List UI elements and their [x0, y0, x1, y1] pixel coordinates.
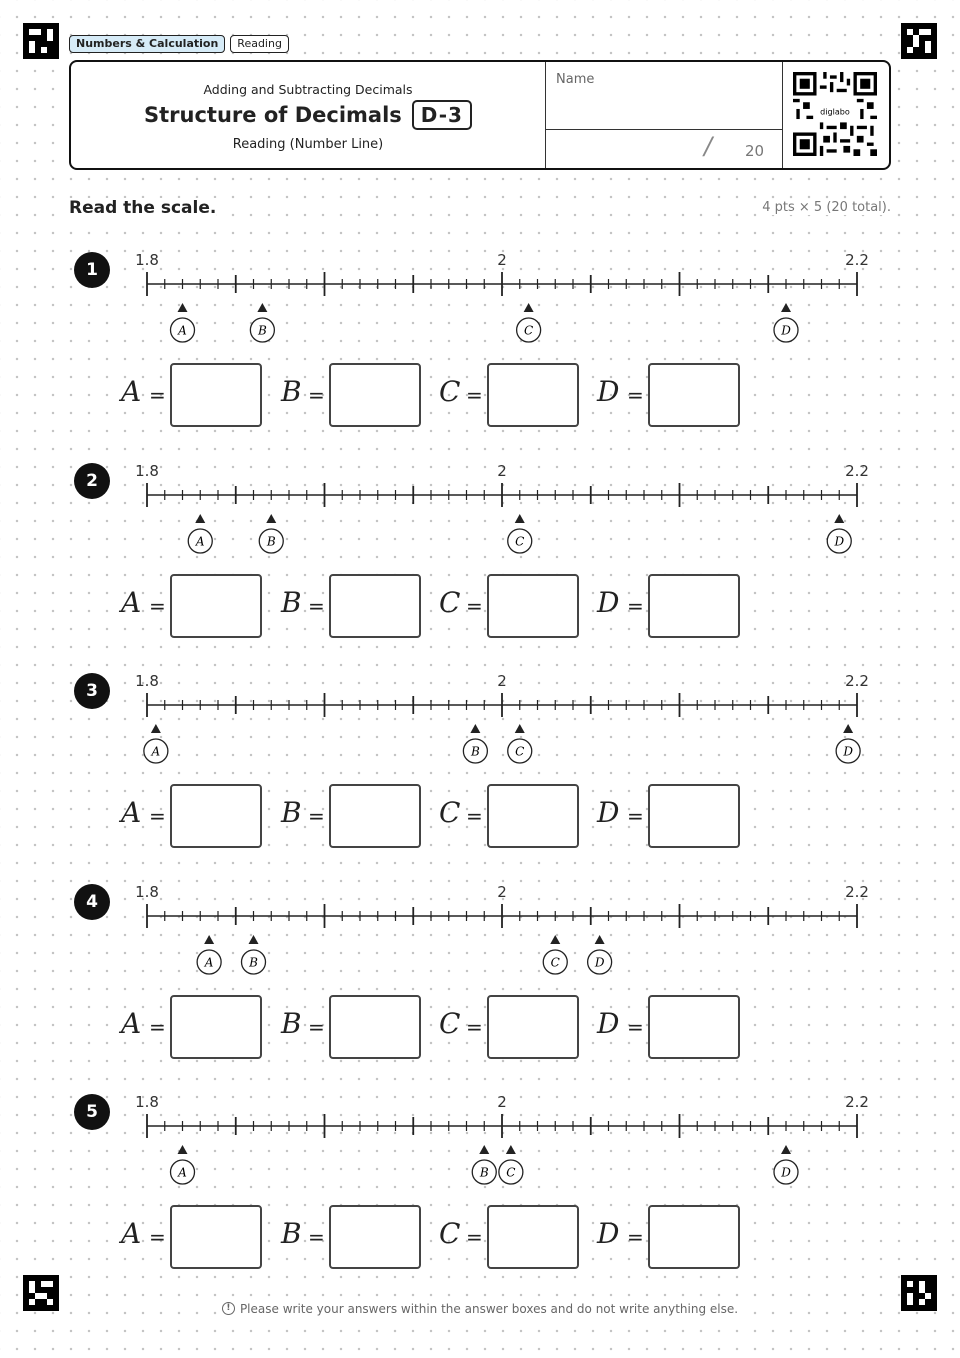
- pointer-triangle: [524, 303, 534, 312]
- answer-row: [0, 1205, 960, 1285]
- answer-label-b: B: [281, 375, 302, 408]
- marker-b: [242, 935, 266, 974]
- tick-label: 2.2: [845, 461, 869, 480]
- answer-box-d[interactable]: [648, 574, 740, 638]
- corner-marker-top-right: [901, 23, 937, 59]
- marker-c: [517, 303, 541, 342]
- marker-a: [197, 935, 221, 974]
- number-line: [0, 461, 960, 581]
- equals-sign: =: [466, 593, 483, 618]
- marker-label: C: [515, 744, 525, 759]
- marker-label: C: [506, 1165, 516, 1180]
- answer-box-b[interactable]: [329, 363, 421, 427]
- pointer-triangle: [506, 1145, 516, 1154]
- answer-row: [0, 363, 960, 443]
- info-icon: !: [222, 1302, 235, 1315]
- corner-marker-top-left: [23, 23, 59, 59]
- marker-b: [250, 303, 274, 342]
- equals-sign: =: [149, 1225, 166, 1249]
- answer-label-a: A: [121, 585, 142, 619]
- marker-c: [508, 514, 532, 553]
- answer-label-a: A: [121, 1217, 142, 1250]
- pointer-triangle: [195, 514, 205, 523]
- tick-label: 2.2: [845, 672, 869, 690]
- marker-label: A: [178, 1165, 187, 1180]
- tag-numbers-calculation: Numbers & Calculation: [69, 35, 225, 53]
- equals-sign: =: [627, 593, 644, 618]
- pointer-triangle: [257, 303, 267, 312]
- tick-label: 2.2: [845, 251, 869, 269]
- problem-number: 1: [74, 252, 110, 288]
- marker-label: A: [204, 955, 214, 969]
- equals-sign: =: [149, 383, 166, 407]
- pointer-triangle: [843, 724, 853, 733]
- tick-label: 2: [497, 461, 507, 480]
- answer-label-c: C: [439, 796, 461, 829]
- pointer-triangle: [178, 303, 188, 312]
- pointer-triangle: [470, 724, 480, 733]
- answer-label-c: C: [439, 1006, 461, 1040]
- equals-sign: =: [466, 1225, 483, 1249]
- marker-label: B: [479, 1165, 489, 1180]
- answer-label-d: D: [597, 375, 620, 408]
- answer-row: [0, 995, 960, 1075]
- problem-1: [0, 250, 960, 450]
- answer-label-c: C: [439, 1217, 461, 1250]
- marker-label: A: [151, 744, 161, 759]
- problem-4: [0, 882, 960, 1082]
- equals-sign: =: [149, 804, 166, 828]
- qr-code: [793, 72, 877, 156]
- answer-box-b[interactable]: [329, 574, 421, 638]
- marker-label: D: [843, 744, 853, 759]
- equals-sign: =: [149, 1014, 166, 1039]
- marker-c: [499, 1145, 523, 1184]
- tick-label: 2: [497, 672, 507, 690]
- tick-label: 2: [497, 1093, 507, 1111]
- answer-box-c[interactable]: [487, 995, 579, 1059]
- answer-box-a[interactable]: [170, 1205, 262, 1269]
- marker-label: B: [249, 955, 258, 969]
- equals-sign: =: [149, 593, 166, 618]
- tick-label: 1.8: [135, 882, 159, 901]
- marker-label: D: [781, 1165, 791, 1180]
- problem-number: 3: [74, 673, 110, 709]
- worksheet-code: D-3: [412, 100, 472, 130]
- equals-sign: =: [627, 383, 644, 407]
- answer-label-b: B: [281, 585, 302, 619]
- tick-label: 2: [497, 251, 507, 269]
- equals-sign: =: [466, 1014, 483, 1039]
- marker-b: [463, 724, 487, 763]
- number-line: [0, 882, 960, 1002]
- equals-sign: =: [627, 1225, 644, 1249]
- equals-sign: =: [308, 1014, 325, 1039]
- worksheet-header: [69, 60, 891, 170]
- answer-label-b: B: [281, 796, 302, 829]
- answer-label-b: B: [281, 1217, 302, 1250]
- equals-sign: =: [627, 804, 644, 828]
- number-line: [0, 1092, 960, 1212]
- answer-label-d: D: [597, 1217, 620, 1250]
- answer-box-d[interactable]: [648, 1205, 740, 1269]
- answer-box-b[interactable]: [329, 784, 421, 848]
- marker-a: [171, 303, 195, 342]
- answer-box-d[interactable]: [648, 784, 740, 848]
- marker-label: B: [257, 323, 267, 338]
- equals-sign: =: [308, 593, 325, 618]
- marker-label: C: [550, 955, 560, 969]
- marker-d: [774, 303, 798, 342]
- tick-label: 2: [497, 882, 507, 901]
- points-info: 4 pts × 5 (20 total).: [762, 200, 891, 215]
- answer-box-d[interactable]: [648, 363, 740, 427]
- pointer-triangle: [781, 303, 791, 312]
- answer-label-a: A: [121, 796, 142, 829]
- marker-c: [508, 724, 532, 763]
- equals-sign: =: [627, 1014, 644, 1039]
- pointer-triangle: [595, 935, 605, 944]
- pointer-triangle: [204, 935, 214, 944]
- answer-box-c[interactable]: [487, 363, 579, 427]
- marker-label: A: [178, 323, 187, 338]
- answer-box-a[interactable]: [170, 363, 262, 427]
- pointer-triangle: [834, 514, 844, 523]
- qr-label: diglabo: [820, 107, 850, 117]
- marker-a: [171, 1145, 195, 1184]
- marker-label: B: [266, 534, 276, 548]
- name-label: Name: [556, 72, 595, 87]
- equals-sign: =: [308, 383, 325, 407]
- worksheet-category: Reading (Number Line): [232, 137, 384, 152]
- answer-label-c: C: [439, 375, 461, 408]
- answer-box-a[interactable]: [170, 574, 262, 638]
- pointer-triangle: [479, 1145, 489, 1154]
- problem-number: 5: [74, 1094, 110, 1130]
- answer-box-c[interactable]: [487, 784, 579, 848]
- marker-label: A: [195, 534, 205, 548]
- marker-label: D: [834, 534, 845, 548]
- answer-box-b[interactable]: [329, 995, 421, 1059]
- pointer-triangle: [515, 514, 525, 523]
- problem-number: 2: [74, 463, 110, 499]
- footer-note: Please write your answers within the answer boxes and do not write anything else.: [239, 1301, 739, 1316]
- score-total: 20: [745, 142, 765, 160]
- answer-box-a[interactable]: [170, 995, 262, 1059]
- number-line: [0, 671, 960, 791]
- equals-sign: =: [466, 383, 483, 407]
- marker-label: C: [515, 534, 525, 548]
- marker-d: [827, 514, 851, 553]
- pointer-triangle: [266, 514, 276, 523]
- tick-label: 2.2: [845, 882, 869, 901]
- answer-label-d: D: [597, 796, 620, 829]
- tick-label: 1.8: [135, 461, 159, 480]
- tick-label: 1.8: [135, 251, 159, 269]
- answer-box-c[interactable]: [487, 1205, 579, 1269]
- equals-sign: =: [466, 804, 483, 828]
- pointer-triangle: [515, 724, 525, 733]
- tag-bar: [69, 35, 289, 53]
- answer-label-d: D: [597, 1006, 620, 1040]
- answer-label-b: B: [281, 1006, 302, 1040]
- pointer-triangle: [249, 935, 259, 944]
- worksheet-subtitle: Adding and Subtracting Decimals: [203, 82, 413, 97]
- number-line: [0, 250, 960, 370]
- marker-d: [774, 1145, 798, 1184]
- marker-label: B: [470, 744, 480, 759]
- name-score-block: [545, 62, 783, 168]
- marker-b: [259, 514, 283, 553]
- answer-row: [0, 784, 960, 864]
- footer: [0, 1299, 960, 1316]
- answer-label-a: A: [121, 375, 142, 408]
- problem-2: [0, 461, 960, 661]
- tick-label: 1.8: [135, 672, 159, 690]
- score-field[interactable]: [546, 129, 782, 169]
- marker-a: [144, 724, 168, 763]
- tick-label: 2.2: [845, 1093, 869, 1111]
- answer-label-a: A: [121, 1006, 142, 1040]
- marker-d: [588, 935, 612, 974]
- answer-box-d[interactable]: [648, 995, 740, 1059]
- problem-3: [0, 671, 960, 871]
- marker-label: D: [594, 955, 605, 969]
- answer-box-c[interactable]: [487, 574, 579, 638]
- answer-box-b[interactable]: [329, 1205, 421, 1269]
- answer-label-c: C: [439, 585, 461, 619]
- answer-box-a[interactable]: [170, 784, 262, 848]
- tag-reading: Reading: [230, 35, 289, 53]
- pointer-triangle: [178, 1145, 188, 1154]
- answer-row: [0, 574, 960, 654]
- equals-sign: =: [308, 1225, 325, 1249]
- equals-sign: =: [308, 804, 325, 828]
- title-block: [71, 62, 545, 168]
- problem-number: 4: [74, 884, 110, 920]
- marker-c: [543, 935, 567, 974]
- worksheet-title: Structure of Decimals: [144, 103, 402, 127]
- instruction: Read the scale.: [69, 198, 217, 218]
- answer-label-d: D: [597, 585, 620, 619]
- pointer-triangle: [550, 935, 560, 944]
- marker-label: D: [781, 323, 791, 338]
- marker-d: [836, 724, 860, 763]
- marker-label: C: [524, 323, 534, 338]
- pointer-triangle: [781, 1145, 791, 1154]
- tick-label: 1.8: [135, 1093, 159, 1111]
- problem-5: [0, 1092, 960, 1292]
- pointer-triangle: [151, 724, 161, 733]
- score-slash: /: [704, 132, 713, 160]
- marker-b: [472, 1145, 496, 1184]
- marker-a: [188, 514, 212, 553]
